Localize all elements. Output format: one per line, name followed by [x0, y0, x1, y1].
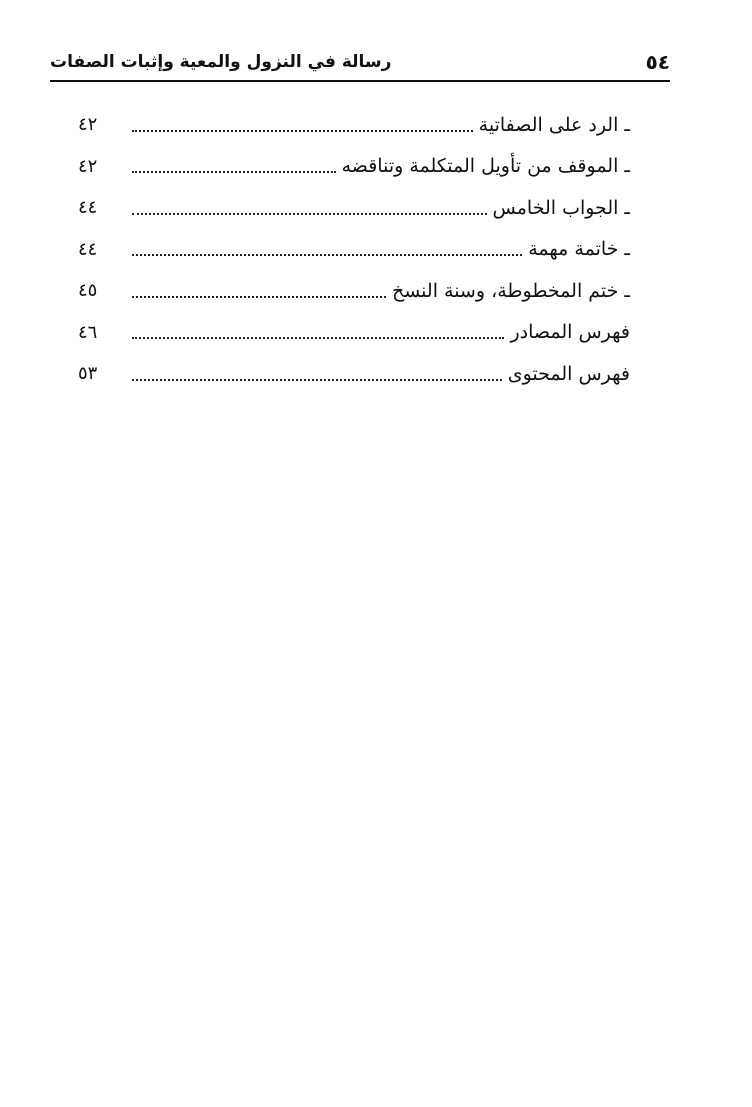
toc-entry: [78, 146, 630, 188]
toc-entry-title: فهرس المحتوى: [507, 362, 630, 385]
toc-dot-leader: [132, 171, 336, 173]
toc-entry-title: ـ خاتمة مهمة: [528, 238, 630, 261]
toc-entry: [78, 312, 630, 354]
toc-entry-page: ٤٢: [78, 114, 98, 136]
table-of-contents: [78, 104, 630, 395]
toc-entry-page: ٤٥: [78, 280, 98, 302]
running-title: رسالة في النزول والمعية وإثبات الصفات: [50, 52, 392, 72]
toc-entry-page: ٤٤: [78, 197, 98, 219]
toc-entry-title: ـ الجواب الخامس: [492, 196, 630, 219]
page-number: ٥٤: [645, 50, 670, 74]
toc-dot-leader: [132, 337, 504, 339]
toc-entry: [78, 270, 630, 312]
toc-dot-leader: [132, 254, 522, 256]
toc-dot-leader: [132, 213, 487, 215]
toc-entry-page: ٤٦: [78, 321, 98, 343]
toc-entry: [78, 187, 630, 229]
toc-entry-page: ٥٣: [78, 363, 98, 385]
toc-entry: [78, 353, 630, 395]
toc-dot-leader: [132, 296, 386, 298]
toc-dot-leader: [132, 379, 502, 381]
toc-entry: [78, 229, 630, 271]
toc-entry: [78, 104, 630, 146]
toc-entry-page: ٤٢: [78, 155, 98, 177]
toc-entry-title: ـ ختم المخطوطة، وسنة النسخ: [391, 279, 630, 302]
page-header: [50, 44, 670, 82]
toc-entry-title: فهرس المصادر: [510, 321, 630, 344]
toc-entry-title: ـ الموقف من تأويل المتكلمة وتناقضه: [341, 155, 630, 178]
toc-dot-leader: [132, 130, 473, 132]
toc-entry-title: ـ الرد على الصفاتية: [478, 113, 630, 136]
toc-entry-page: ٤٤: [78, 238, 98, 260]
